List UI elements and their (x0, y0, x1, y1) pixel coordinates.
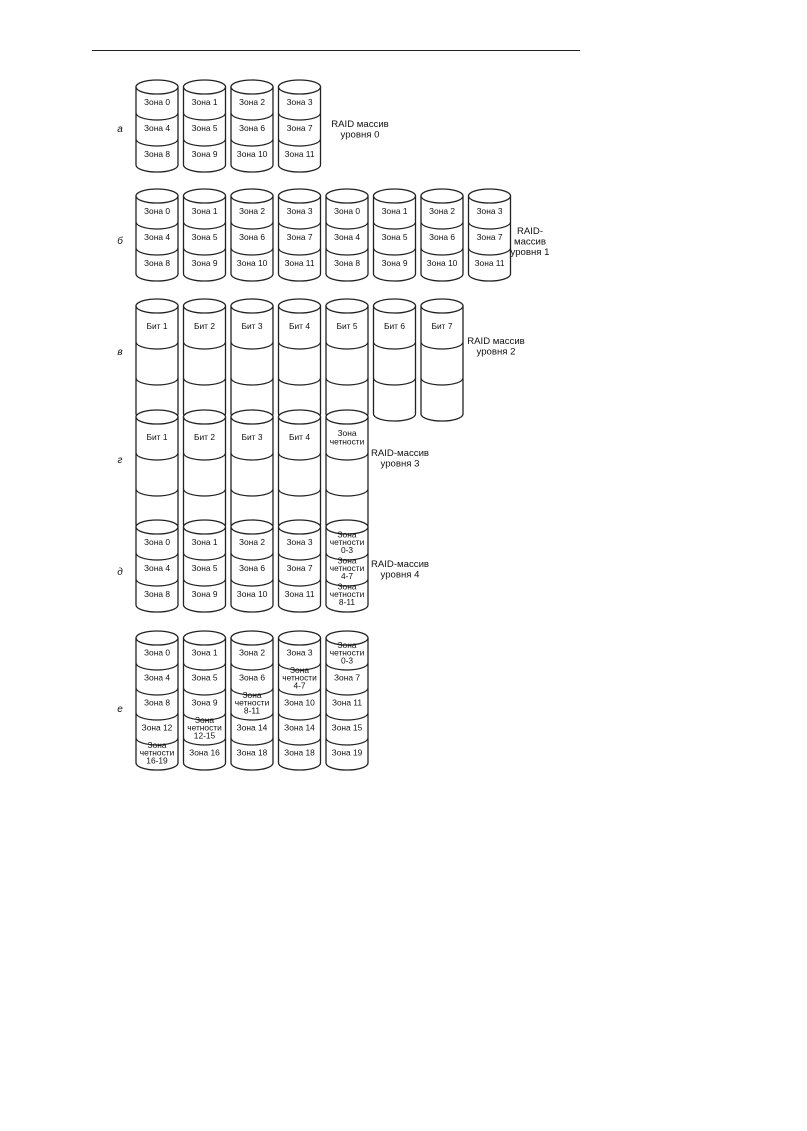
zone-label: Зона четности 0-3 (329, 529, 365, 555)
zone-label: Зона 5 (381, 232, 408, 243)
disk-top (421, 189, 463, 203)
disk (136, 80, 178, 172)
disk-top (231, 410, 273, 424)
zone-label: Зона 4 (334, 232, 360, 243)
disk-top (231, 299, 273, 313)
disk (279, 520, 321, 612)
zone-label: Зона четности 4-7 (282, 665, 317, 691)
zone-label: Зона 3 (286, 647, 313, 658)
disk (136, 410, 178, 532)
zone-label: Зона 16 (189, 747, 220, 758)
disk (136, 299, 178, 421)
raid-row-2 (117, 299, 524, 421)
zone-label: Зона четности 0-3 (329, 640, 365, 666)
raid-level-label: RAID-массив уровня 3 (370, 448, 430, 470)
disk (421, 299, 463, 421)
zone-label: Зона 3 (476, 206, 503, 217)
zone-label: Зона 4 (144, 563, 170, 574)
disk (184, 410, 226, 532)
raid-row-1 (117, 189, 549, 281)
disk-top (279, 299, 321, 313)
zone-label: Зона 18 (236, 747, 268, 758)
disk-top (421, 299, 463, 313)
zone-label: Зона 4 (144, 232, 170, 243)
disk (326, 410, 368, 532)
disk (231, 631, 273, 770)
zone-label: Зона 5 (191, 563, 218, 574)
zone-label: Зона четности 4-7 (329, 555, 365, 581)
zone-label: Зона 15 (331, 722, 363, 733)
zone-label: Бит 3 (241, 321, 263, 332)
disk-top (136, 189, 178, 203)
zone-label: Зона 1 (191, 537, 218, 548)
disk (326, 299, 368, 421)
zone-label: Зона 8 (144, 589, 170, 600)
zone-label: Бит 3 (241, 432, 263, 443)
disk (136, 520, 178, 612)
zone-label: Зона 11 (474, 258, 505, 269)
zone-label: Зона 6 (429, 232, 455, 243)
disk-top (326, 299, 368, 313)
disk-top (136, 631, 178, 645)
disk (326, 189, 368, 281)
disk-top (231, 189, 273, 203)
disk (184, 299, 226, 421)
disk-top (231, 80, 273, 94)
zone-label: Зона четности (329, 427, 365, 447)
disk-top (136, 410, 178, 424)
disk-top (279, 80, 321, 94)
disk (231, 299, 273, 421)
disk-top (184, 80, 226, 94)
zone-label: Зона 10 (236, 258, 268, 269)
zone-label: Зона 8 (144, 258, 170, 269)
zone-label: Зона 7 (286, 563, 313, 574)
disk (279, 631, 321, 770)
disk (279, 410, 321, 532)
disk (279, 189, 321, 281)
disk-top (184, 631, 226, 645)
zone-label: Зона четности 16-19 (139, 740, 175, 766)
zone-label: Зона 3 (286, 537, 313, 548)
disk (231, 520, 273, 612)
zone-label: Зона 4 (144, 123, 170, 134)
zone-label: Зона 5 (191, 123, 218, 134)
zone-label: Зона 11 (284, 149, 315, 160)
zone-label: Бит 7 (431, 321, 453, 332)
zone-label: Зона 10 (426, 258, 458, 269)
raid-level-label: RAID массив уровня 2 (467, 336, 525, 358)
disk (279, 80, 321, 172)
zone-label: Бит 1 (146, 432, 168, 443)
disk (374, 299, 416, 421)
zone-label: Зона 8 (334, 258, 360, 269)
zone-label: Зона 6 (239, 672, 265, 683)
zone-label: Зона 12 (141, 722, 173, 733)
zone-label: Зона 9 (381, 258, 408, 269)
raid-row-5 (117, 631, 368, 770)
disk (231, 80, 273, 172)
disk-top (136, 520, 178, 534)
zone-label: Зона 2 (429, 206, 455, 217)
zone-label: Зона 14 (236, 722, 268, 733)
zone-label: Зона 10 (284, 697, 315, 708)
zone-label: Зона 1 (191, 206, 218, 217)
disk-top (184, 410, 226, 424)
zone-label: Зона 9 (191, 589, 218, 600)
row-marker: д (117, 567, 123, 578)
zone-label: Зона 7 (286, 232, 313, 243)
raid-row-3 (118, 410, 430, 532)
raid-row-4 (117, 520, 429, 612)
raid-level-label: RAID-массив уровня 1 (510, 226, 550, 258)
disk-top (136, 80, 178, 94)
zone-label: Зона 8 (144, 149, 170, 160)
zone-label: Зона 9 (191, 149, 218, 160)
zone-label: Зона 0 (144, 97, 170, 108)
disk-top (374, 189, 416, 203)
zone-label: Зона 2 (239, 206, 265, 217)
zone-label: Зона 0 (144, 647, 170, 658)
disk (421, 189, 463, 281)
disk (469, 189, 511, 281)
zone-label: Зона 3 (286, 206, 313, 217)
zone-label: Зона 1 (381, 206, 408, 217)
zone-label: Зона 1 (191, 647, 218, 658)
zone-label: Зона 0 (334, 206, 360, 217)
zone-label: Бит 2 (194, 432, 215, 443)
disk-top (469, 189, 511, 203)
zone-label: Зона 5 (191, 672, 218, 683)
zone-label: Зона 7 (286, 123, 313, 134)
zone-label: Бит 1 (146, 321, 168, 332)
zone-label: Зона четности 8-11 (234, 690, 270, 716)
disk-top (231, 520, 273, 534)
zone-label: Бит 6 (384, 321, 405, 332)
zone-label: Зона 10 (236, 149, 268, 160)
disk (231, 410, 273, 532)
zone-label: Зона 0 (144, 206, 170, 217)
disk-top (326, 189, 368, 203)
zone-label: Зона 19 (331, 747, 363, 758)
zone-label: Зона 8 (144, 697, 170, 708)
zone-label: Зона 11 (284, 258, 315, 269)
zone-label: Зона 11 (331, 697, 363, 708)
zone-label: Бит 2 (194, 321, 215, 332)
zone-label: Бит 4 (289, 321, 310, 332)
disk (136, 189, 178, 281)
disk-top (279, 631, 321, 645)
zone-label: Зона 7 (476, 232, 503, 243)
disk (326, 631, 368, 770)
row-marker: е (117, 704, 123, 715)
zone-label: Зона 2 (239, 647, 265, 658)
row-marker: г (117, 455, 123, 466)
disk (184, 80, 226, 172)
zone-label: Зона 14 (284, 722, 315, 733)
row-marker: б (117, 236, 123, 247)
zone-label: Зона четности 8-11 (329, 581, 365, 607)
disk-top (279, 410, 321, 424)
zone-label: Зона 3 (286, 97, 313, 108)
zone-label: Зона 7 (334, 672, 360, 683)
disk (184, 520, 226, 612)
disk-top (184, 520, 226, 534)
disk-top (136, 299, 178, 313)
disk-top (326, 410, 368, 424)
disk-top (374, 299, 416, 313)
zone-label: Зона 2 (239, 97, 265, 108)
zone-label: Зона 9 (191, 258, 218, 269)
disk-top (231, 631, 273, 645)
disk-top (184, 299, 226, 313)
zone-label: Зона 6 (239, 123, 265, 134)
raid-row-0 (117, 80, 389, 172)
zone-label: Зона 0 (144, 537, 170, 548)
zone-label: Зона 4 (144, 672, 170, 683)
disk (279, 299, 321, 421)
zone-label: Зона 10 (236, 589, 268, 600)
raid-level-label: RAID-массив уровня 4 (370, 559, 430, 581)
disk-top (184, 189, 226, 203)
disk (136, 631, 178, 770)
disk-top (279, 189, 321, 203)
row-marker: в (117, 347, 123, 358)
raid-level-label: RAID массив уровня 0 (331, 119, 389, 141)
zone-label: Бит 4 (289, 432, 310, 443)
disk (184, 631, 226, 770)
zone-label: Зона 11 (284, 589, 315, 600)
disk-top (279, 520, 321, 534)
zone-label: Зона 6 (239, 232, 265, 243)
row-marker: a (117, 124, 123, 135)
zone-label: Бит 5 (336, 321, 358, 332)
disk (326, 520, 368, 612)
zone-label: Зона 2 (239, 537, 265, 548)
zone-label: Зона четности 12-15 (187, 715, 222, 741)
zone-label: Зона 5 (191, 232, 218, 243)
disk (184, 189, 226, 281)
zone-label: Зона 9 (191, 697, 218, 708)
disk (231, 189, 273, 281)
zone-label: Зона 6 (239, 563, 265, 574)
disk (374, 189, 416, 281)
zone-label: Зона 1 (191, 97, 218, 108)
zone-label: Зона 18 (284, 747, 315, 758)
